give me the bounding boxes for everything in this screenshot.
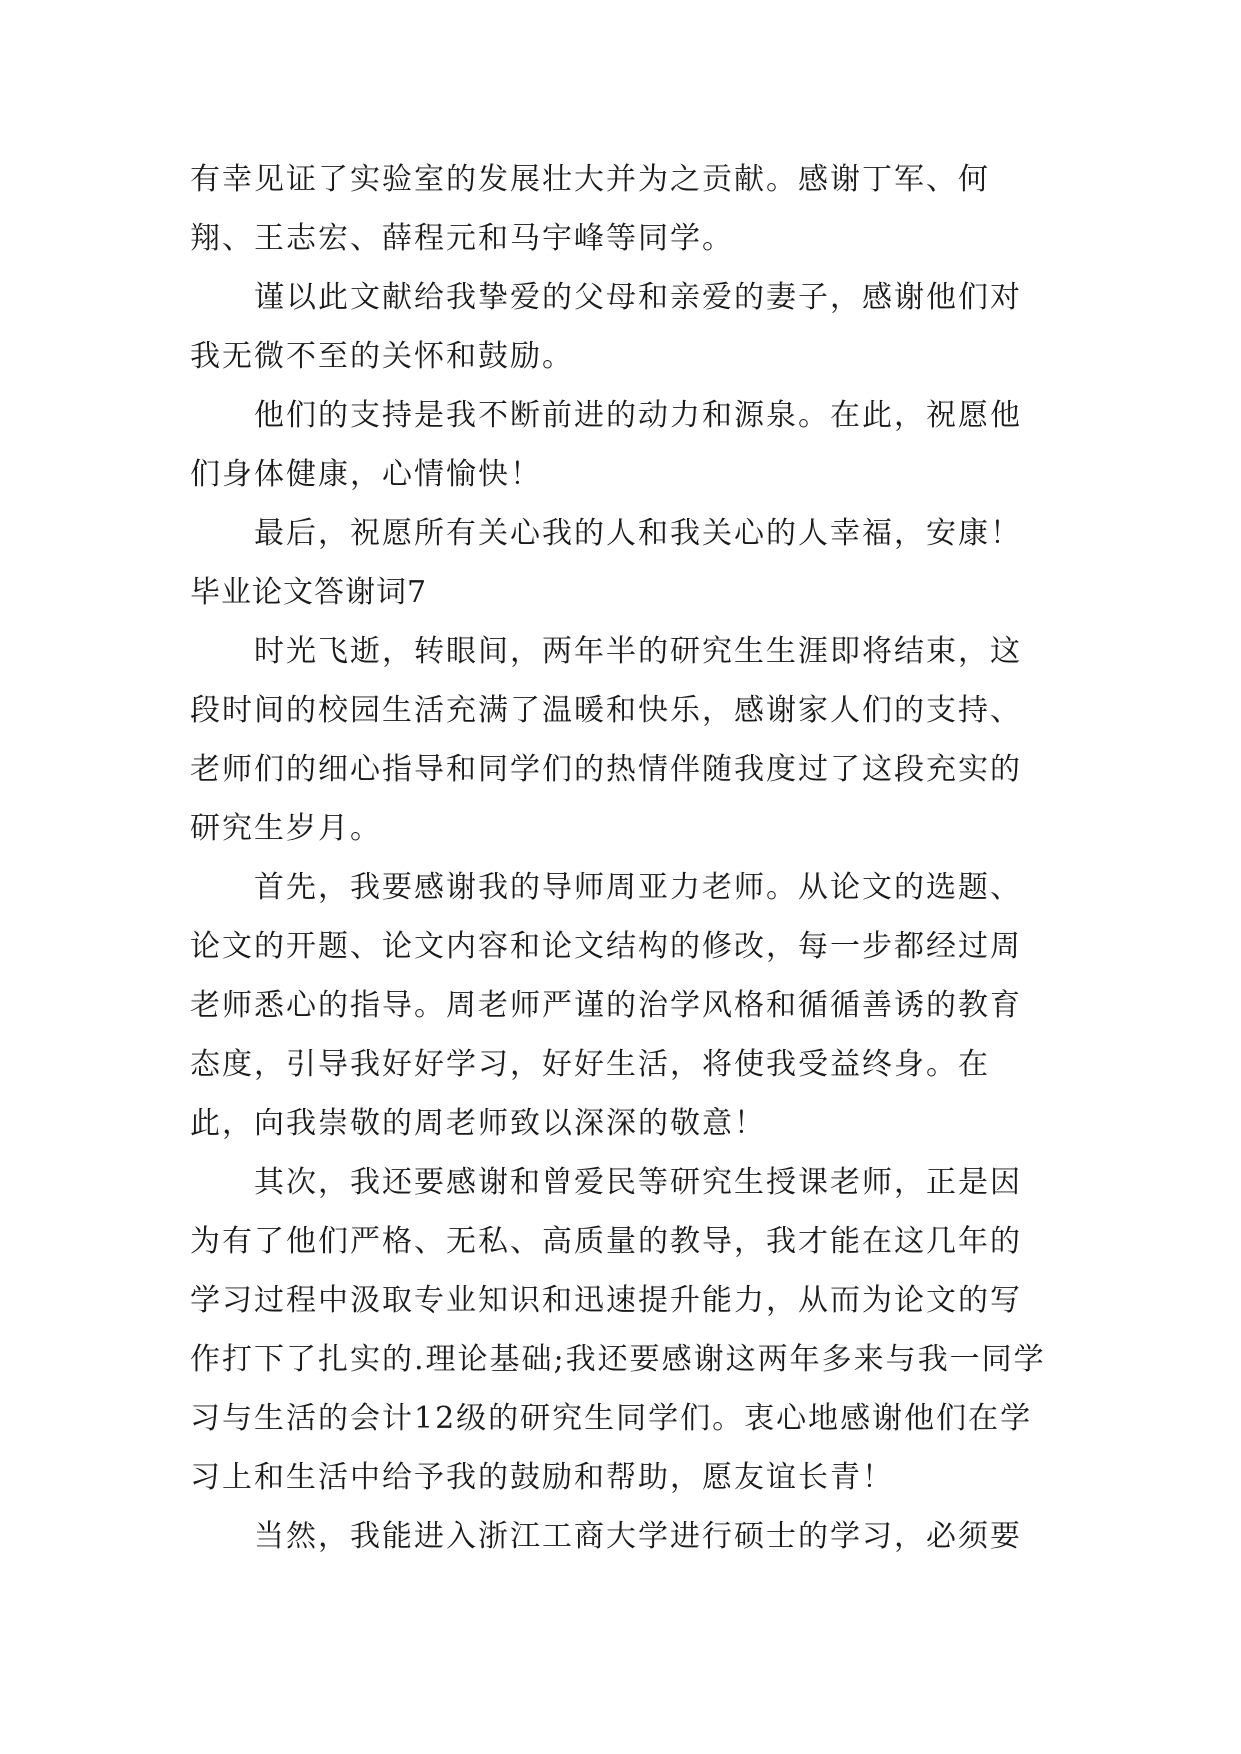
paragraph: 他们的支持是我不断前进的动力和源泉。在此，祝愿他们身体健康，心情愉快！ xyxy=(190,398,1022,492)
paragraph: 谨以此文献给我挚爱的父母和亲爱的妻子，感谢他们对我无微不至的关怀和鼓励。 xyxy=(190,280,1022,374)
paragraph: 有幸见证了实验室的发展壮大并为之贡献。感谢丁军、何翔、王志宏、薛程元和马宇峰等同学。 xyxy=(190,162,990,256)
paragraph: 其次，我还要感谢和曾爱民等研究生授课老师，正是因为有了他们严格、无私、高质量的教导，我才能在这几年的学习过程中汲取专业知识和迅速提升能力，从而为论文的写作打下了扎实的.理论基础;我还要感谢这两年多来与我一同学习与生活的会计12级的研究生同学们。衷心地感谢他们在学习上和生活中给予我的鼓励和帮助，愿友谊长青！ xyxy=(190,1165,1046,1495)
paragraph: 最后，祝愿所有关心我的人和我关心的人幸福，安康！ xyxy=(254,516,1022,551)
document-body xyxy=(190,150,1050,1566)
paragraph: 时光飞逝，转眼间，两年半的研究生生涯即将结束，这段时间的校园生活充满了温暖和快乐，感谢家人们的支持、老师们的细心指导和同学们的热情伴随我度过了这段充实的研究生岁月。 xyxy=(190,634,1022,846)
paragraph: 首先，我要感谢我的导师周亚力老师。从论文的选题、论文的开题、论文内容和论文结构的修改，每一步都经过周老师悉心的指导。周老师严谨的治学风格和循循善诱的教育态度，引导我好好学习，好好生活，将使我受益终身。在此，向我崇敬的周老师致以深深的敬意！ xyxy=(190,870,1022,1141)
paragraph: 当然，我能进入浙江工商大学进行硕士的学习，必须要 xyxy=(254,1519,1022,1554)
section-heading: 毕业论文答谢词7 xyxy=(190,575,428,610)
